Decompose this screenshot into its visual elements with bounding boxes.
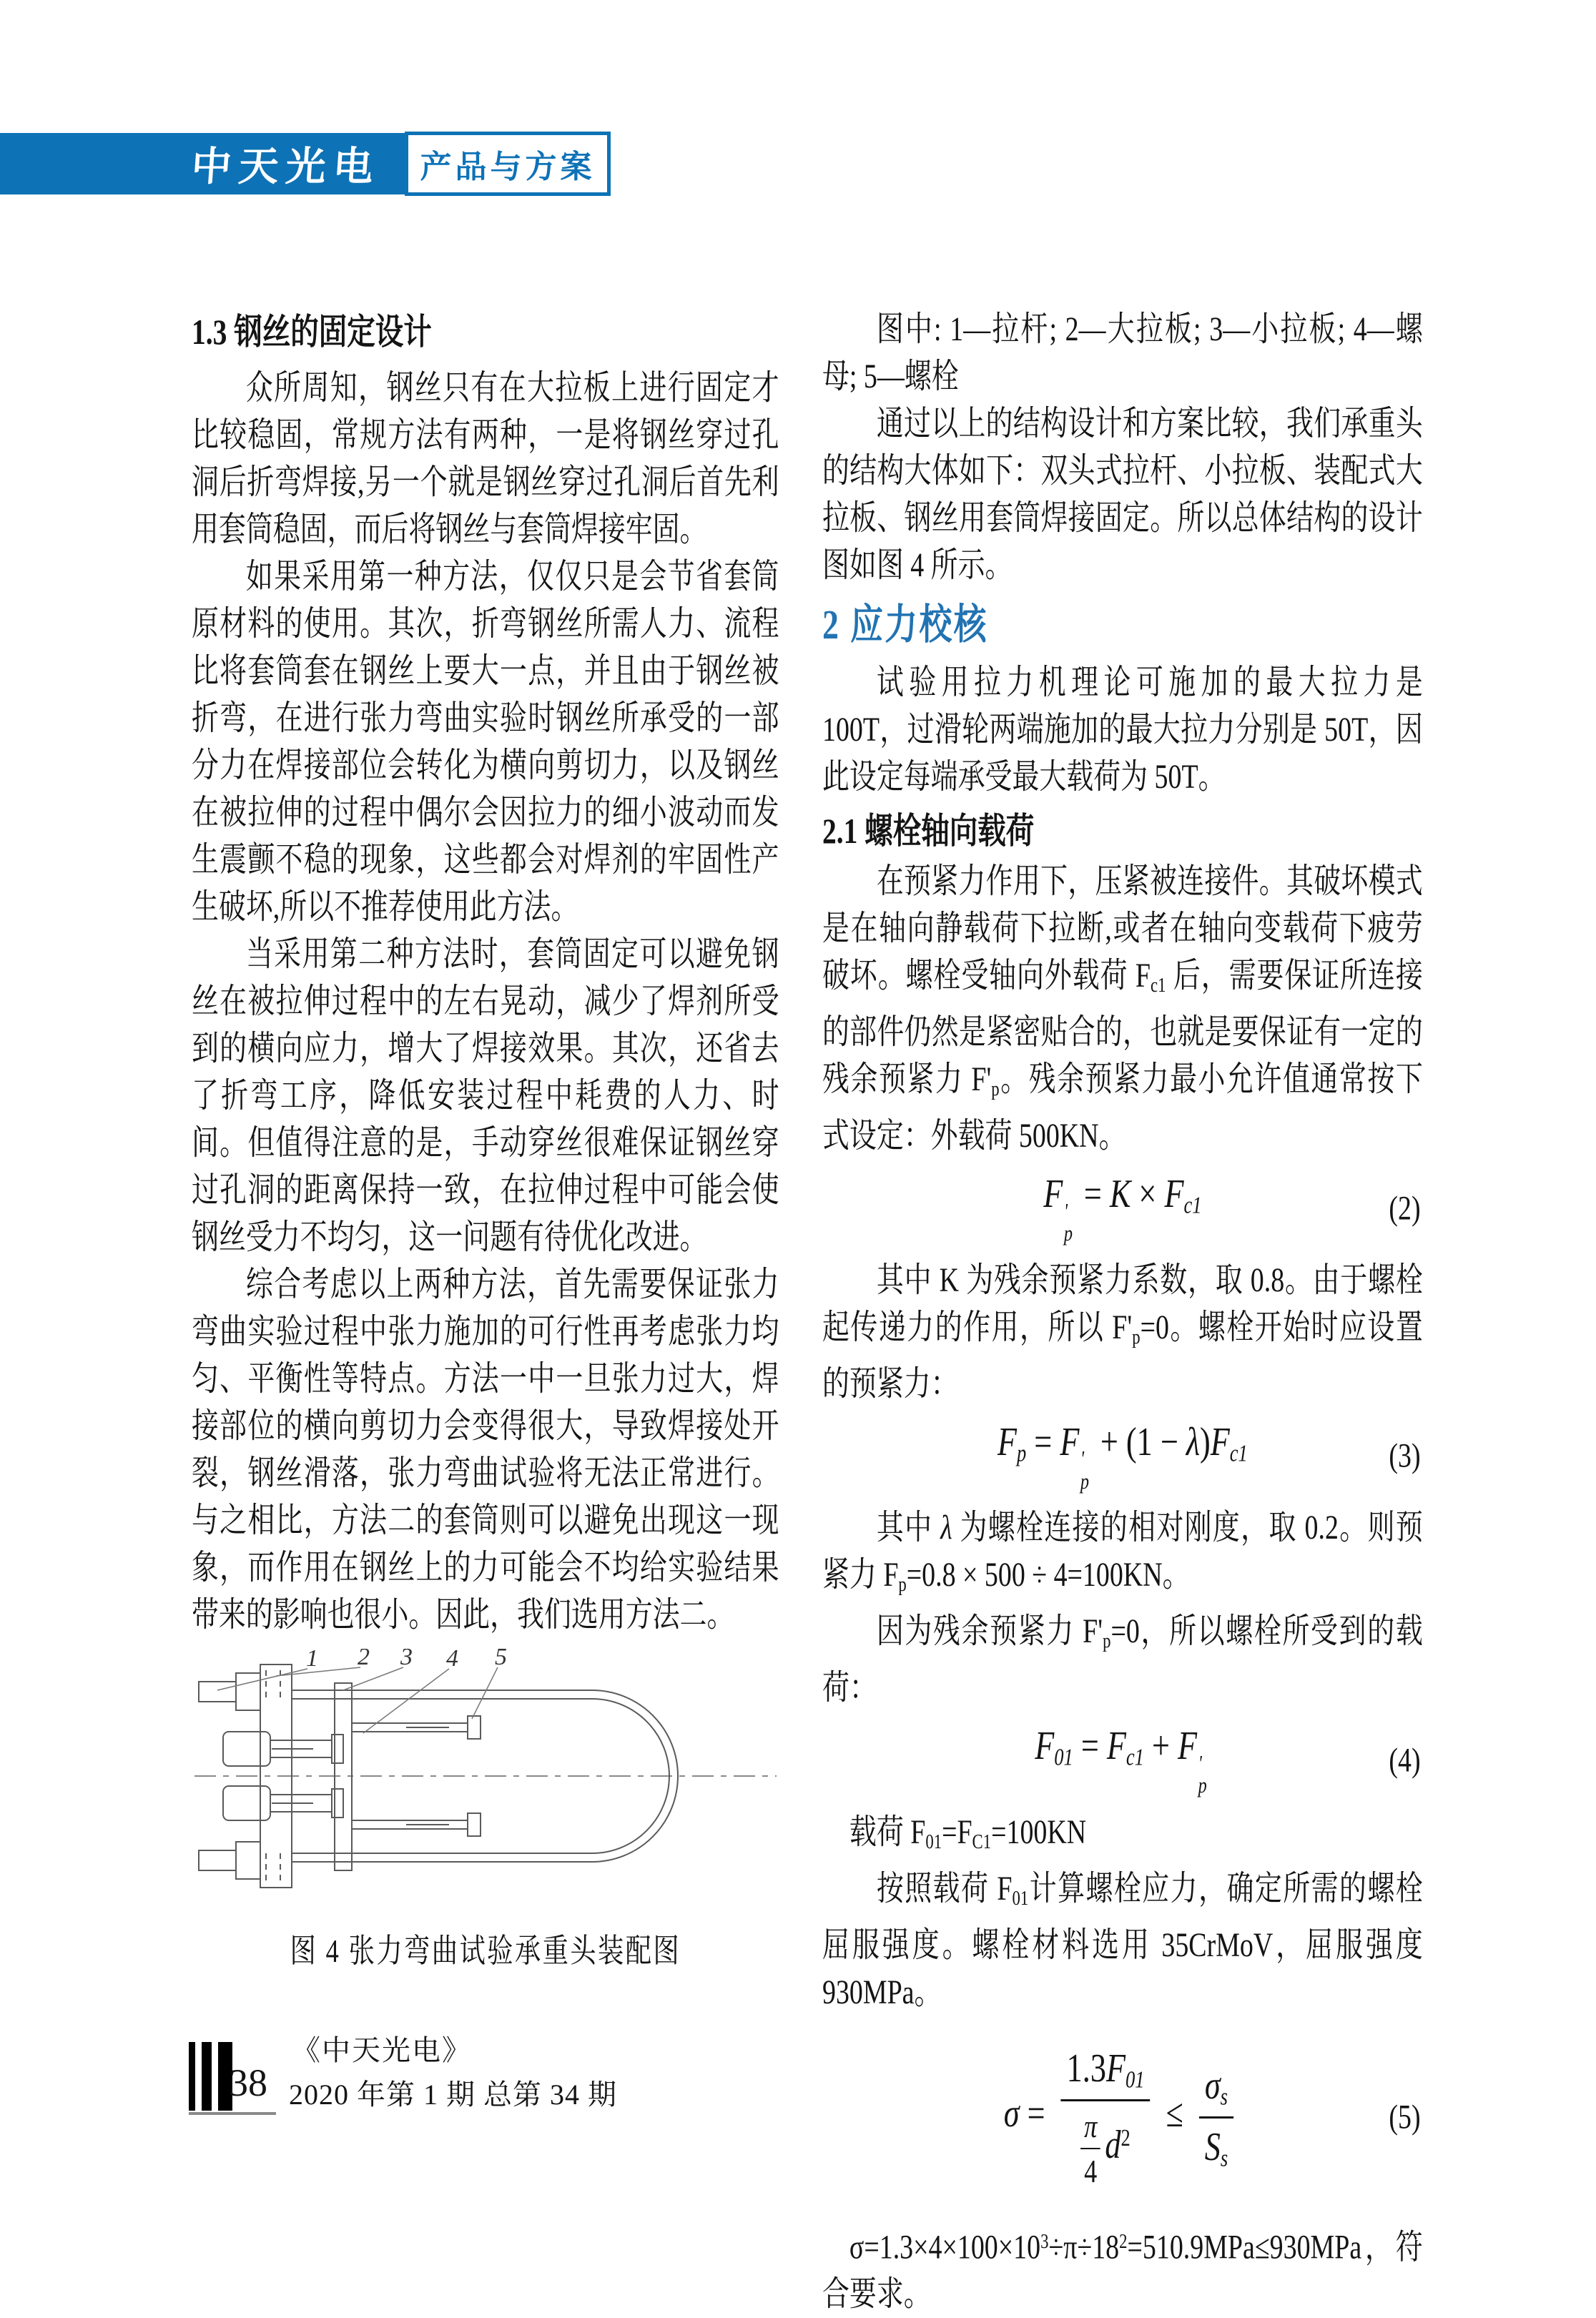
left-column-text (192, 306, 779, 1639)
equation-4-number: (4) (1389, 1741, 1421, 1780)
section-2-intro-paragraph: 试验用拉力机理论可施加的最大拉力是 100T，过滑轮两端施加的最大拉力分别是 50T，因此设定每端承受最大载荷为 50T。 (822, 664, 1423, 796)
figure-label-5: 5 (495, 1649, 507, 1670)
page-number: 38 (229, 2061, 267, 2104)
figure-top-rod (199, 1673, 260, 1710)
sigma-result-paragraph: $\sigma=1.3\times 4\times 100\times 10^3\div\pi\div 18^2=510.9MPa\le 930MPa$，符合要求。 (822, 2228, 1423, 2314)
figure-lower-bolt (223, 1786, 343, 1820)
section-2-heading: 2 应力校核 (822, 601, 988, 648)
paragraph-wire-fixing-2: 如果采用第一种方法，仅仅只是会节省套筒原材料的使用。其次，折弯钢丝所需人力、流程比将套筒套在钢丝上要大一点，并且由于钢丝被折弯，在进行张力弯曲实验时钢丝所承受的一部分力在焊接部位会转化为横向剪切力，以及钢丝在被拉伸的过程中偶尔会因拉力的细小波动而发生震颤不稳的现象，这些都会对焊剂的牢固性产生破坏,所以不推荐使用此方法。 (192, 558, 779, 926)
figure-bottom-rod (199, 1842, 260, 1879)
equation-5-number: (5) (1389, 2098, 1421, 2136)
lambda-stiffness-paragraph: 其中 λ 为螺栓连接的相对刚度，取 0.2。则预紧力 $F_p=0.8 \times 500 \div 4=100KN$。 (822, 1508, 1423, 1597)
paragraph-wire-fixing-1: 众所周知，钢丝只有在大拉板上进行固定才比较稳固，常规方法有两种，一是将钢丝穿过孔洞后折弯焊接,另一个就是钢丝穿过孔洞后首先利用套筒稳固，而后将钢丝与套筒焊接牢固。 (192, 369, 779, 548)
equation-3 (822, 1419, 1423, 1493)
figure-label-4: 4 (446, 1649, 458, 1672)
bolt-stress-paragraph: 按照载荷 $F_{01}$计算螺栓应力，确定所需的螺栓屈服强度。螺栓材料选用 35CrMoV，屈服强度 930MPa。 (822, 1869, 1423, 2011)
equation-4 (822, 1723, 1423, 1797)
equation-4-body: $F_{01} = F_{c1} + F$ ' p (1035, 1724, 1207, 1798)
section-1-3-heading: 1.3 钢丝的固定设计 (192, 312, 432, 352)
equation-3-number: (3) (1389, 1436, 1421, 1475)
structure-summary-paragraph: 通过以上的结构设计和方案比较，我们承重头的结构大体如下：双头式拉杆、小拉板、装配式大拉板、钢丝用套筒焊接固定。所以总体结构的设计图如图 4 所示。 (822, 405, 1423, 584)
header-category-label: 产品与方案 (420, 149, 596, 184)
figure-label-1: 1 (306, 1649, 318, 1672)
paragraph-wire-fixing-4: 综合考虑以上两种方法，首先需要保证张力弯曲实验过程中张力施加的可行性再考虑张力均匀、平衡性等特点。方法一中一旦张力过大，焊接部位的横向剪切力会变得很大，导致焊接处开裂，钢丝滑落，张力弯曲试验将无法正常进行。与之相比，方法二的套筒则可以避免出现这一现象，而作用在钢丝上的力可能会不均给实验结果带来的影响也很小。因此，我们选用方法二。 (192, 1266, 779, 1634)
equation-2-body: F ' p = $K \times F_{c1}$ (1043, 1172, 1202, 1246)
section-2-1-heading: 2.1 螺栓轴向载荷 (822, 811, 1035, 851)
paragraph-wire-fixing-3: 当采用第二种方法时，套筒固定可以避免钢丝在被拉伸过程中的左右晃动，减少了焊剂所受到的横向应力，增大了焊接效果。其次，还省去了折弯工序，降低安装过程中耗费的人力、时间。但值得注意的是，手动穿丝很难保证钢丝穿过孔洞的距离保持一致，在拉伸过程中可能会使钢丝受力不均匀，这一问题有待优化改进。 (192, 935, 779, 1256)
figure-legend-paragraph: 图中: 1—拉杆; 2—大拉板; 3—小拉板; 4—螺母; 5—螺栓 (822, 310, 1423, 395)
figure-part-labels (306, 1649, 507, 1672)
residual-preload-paragraph: 因为残余预紧力 $F'_p=0$，所以螺栓所受到的载荷： (822, 1612, 1423, 1707)
footer-divider (189, 2112, 276, 2115)
figure-upper-bolt (223, 1732, 343, 1766)
figure-lower-small-bolt (352, 1813, 481, 1836)
figure-caption-wrap (192, 1925, 779, 1972)
brand-logo: 中天光电 (189, 145, 382, 189)
assembly-diagram (192, 1649, 779, 1906)
load-value-line: 载荷 $F_{01}=F_{C1}=100KN$ (849, 1813, 1087, 1853)
right-column-text (822, 306, 1423, 2318)
issue-info: 2020 年第 1 期 总第 34 期 (289, 2078, 617, 2111)
equation-5-body: σ = $1.3F_{01}$ $\frac{\pi}{4}$ $d^2$ ≤ $\frac{\sigma_s}{S_s}$ (1004, 2044, 1241, 2190)
header-category-box (405, 132, 611, 196)
equation-5 (822, 2028, 1423, 2206)
bolt-axial-load-paragraph: 在预紧力作用下，压紧被连接件。其破坏模式是在轴向静载荷下拉断,或者在轴向变载荷下疲劳破坏。螺栓受轴向外载荷 $F_{c1}$ 后，需要保证所连接的部件仍然是紧密贴合的，也就是要保证有一定的残余预紧力 $F'_p$。残余预紧力最小允许值通常按下式设定：外载荷 500KN。 (822, 862, 1423, 1155)
left-column (192, 306, 779, 1972)
figure-label-2: 2 (358, 1649, 370, 1670)
k-coefficient-paragraph: 其中 K 为残余预紧力系数，取 0.8。由于螺栓起传递力的作用，所以 $F'_p=0$。螺栓开始时应设置的预紧力： (822, 1261, 1423, 1403)
page-number-bars-icon (189, 2042, 232, 2111)
figure-4 (192, 1649, 779, 1906)
figure-4-caption: 图 4 张力弯曲试验承重头装配图 (290, 1933, 681, 1969)
right-column (822, 306, 1423, 2318)
equation-2 (822, 1171, 1423, 1245)
equation-2-number: (2) (1389, 1189, 1421, 1228)
header-brand-bar (0, 133, 405, 194)
journal-name: 《中天光电》 (292, 2034, 472, 2066)
equation-3-body: $F_p = F$ ' p + $(1 - \lambda)F_{c1}$ (997, 1419, 1248, 1494)
figure-label-3: 3 (400, 1649, 413, 1670)
